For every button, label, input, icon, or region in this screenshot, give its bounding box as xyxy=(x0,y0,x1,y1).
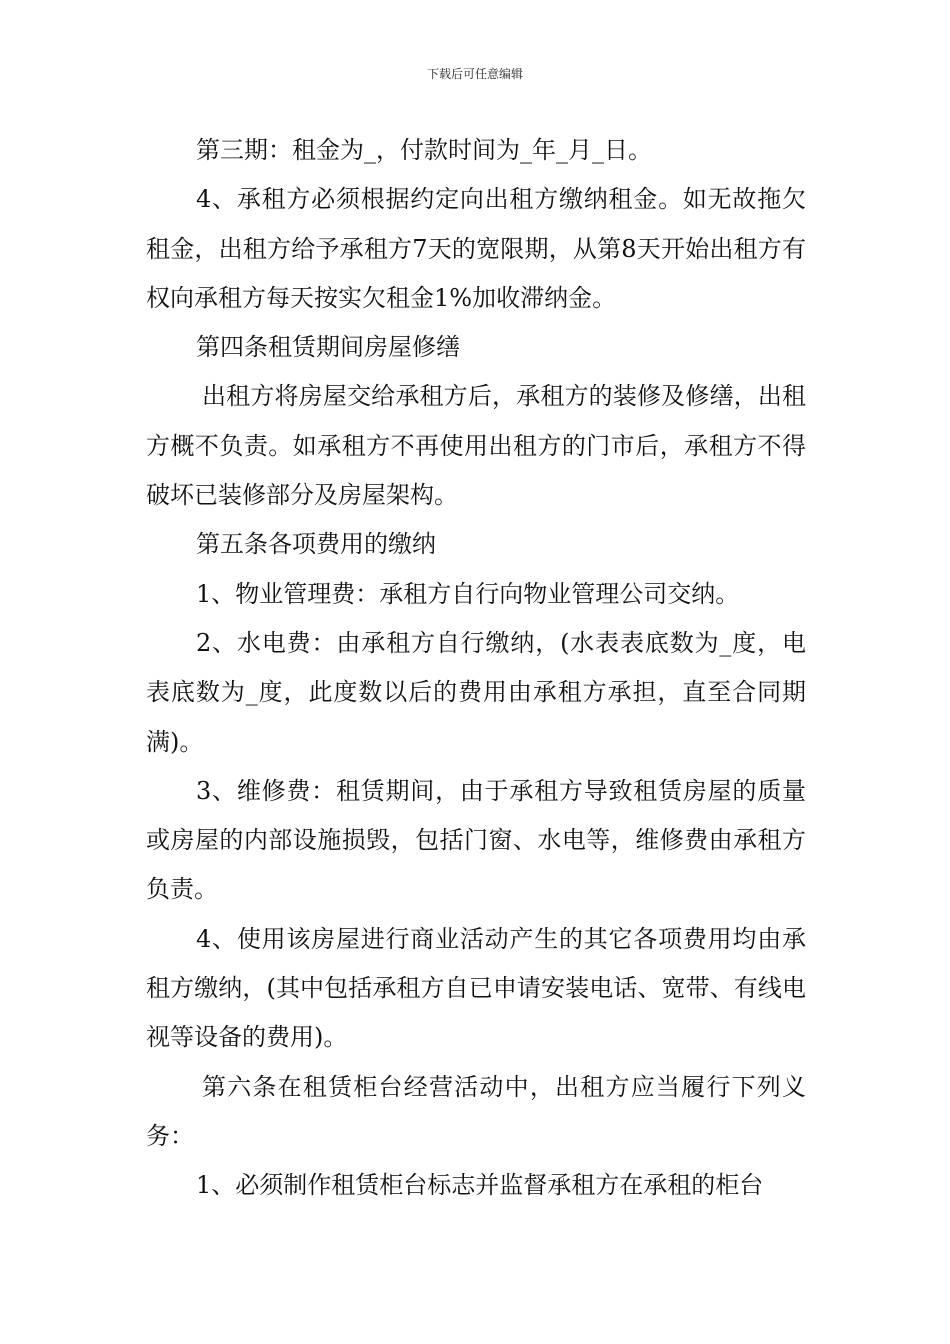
document-body xyxy=(146,126,806,1211)
paragraph-counter-sign: 1、必须制作租赁柜台标志并监督承租方在承租的柜台 xyxy=(196,1171,764,1200)
page-header-note: 下载后可任意编辑 xyxy=(426,67,523,81)
section-heading-article-4: 第四条租赁期间房屋修缮 xyxy=(196,333,460,362)
paragraph-payment-period-3: 第三期：租金为_，付款时间为_年_月_日。 xyxy=(196,136,652,164)
paragraph-rent-obligation: 4、承租方必须根据约定向出租方缴纳租金。如无故拖欠租金，出租方给予承租方7天的宽限期，从第8天开始出租方有权向承租方每天按实欠租金1%加收滞纳金。 xyxy=(146,185,806,312)
paragraph-property-fee: 1、物业管理费：承租方自行向物业管理公司交纳。 xyxy=(196,579,740,608)
paragraph-renovation: 出租方将房屋交给承租方后，承租方的装修及修缮，出租方概不负责。如承租方不再使用出租方的门市后，承租方不得破坏已装修部分及房屋架构。 xyxy=(146,382,806,510)
paragraph-utilities: 2、水电费：由承租方自行缴纳，(水表表底数为_度，电表底数为_度，此度数以后的费用由承租方承担，直至合同期满)。 xyxy=(146,628,806,756)
paragraph-maintenance: 3、维修费：租赁期间，由于承租方导致租赁房屋的质量或房屋的内部设施损毁，包括门窗、水电等，维修费由承租方负责。 xyxy=(146,776,806,904)
paragraph-other-fees: 4、使用该房屋进行商业活动产生的其它各项费用均由承租方缴纳，(其中包括承租方自已申请安装电话、宽带、有线电视等设备的费用)。 xyxy=(146,924,806,1052)
section-heading-article-5: 第五条各项费用的缴纳 xyxy=(196,530,436,559)
section-heading-article-6: 第六条在租赁柜台经营活动中，出租方应当履行下列义务： xyxy=(146,1072,806,1150)
